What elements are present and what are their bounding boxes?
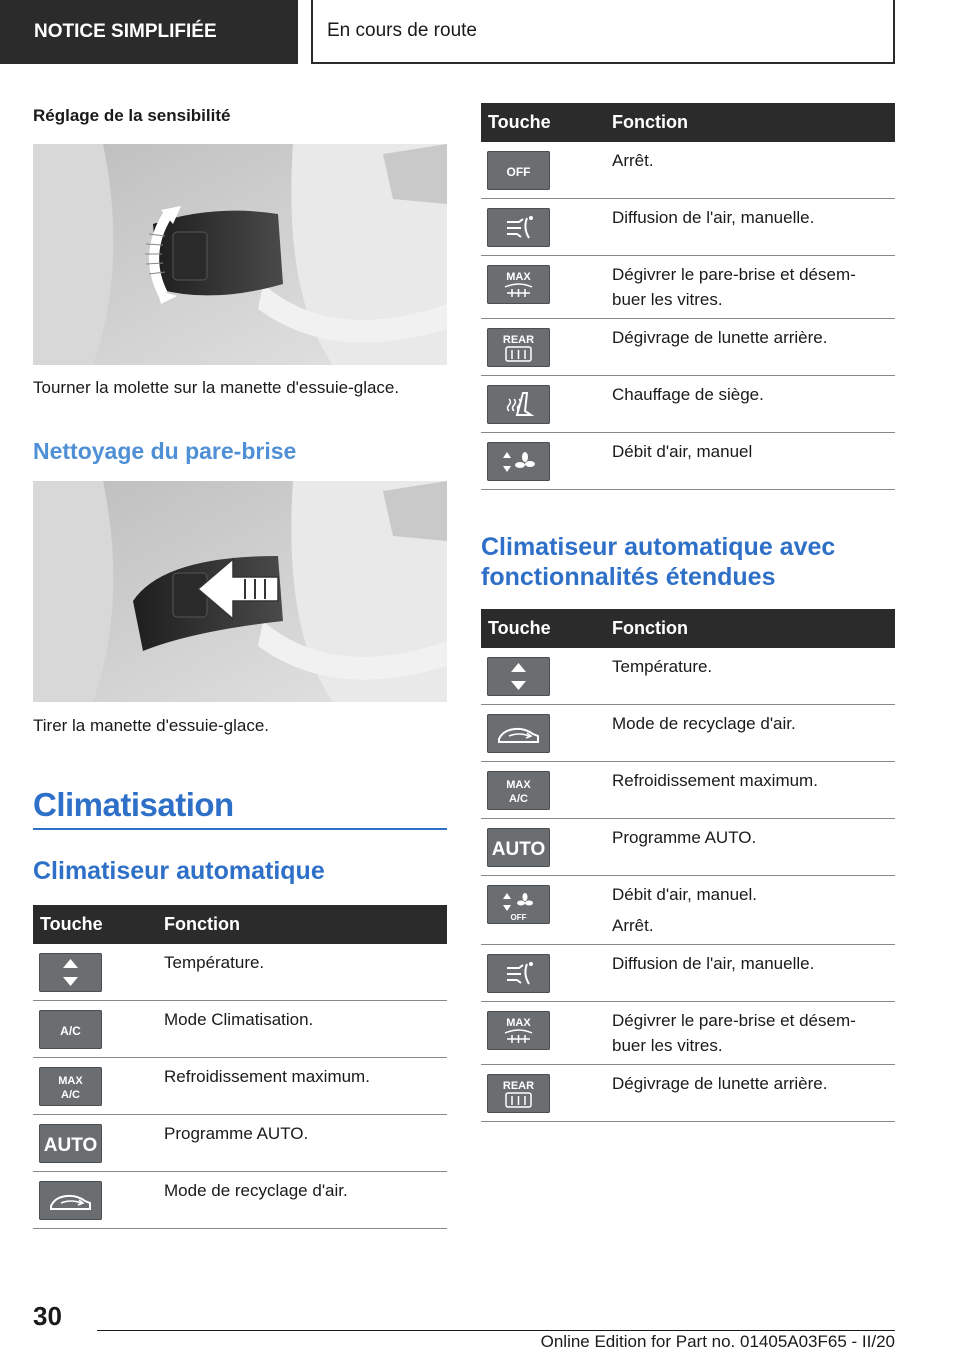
svg-text:A/C: A/C <box>509 793 528 805</box>
rear-defrost-icon <box>487 1074 550 1113</box>
table-row <box>33 944 447 1001</box>
heading-climatisation: Climatisation <box>33 786 447 830</box>
max-ac-icon <box>487 771 550 810</box>
svg-text:OFF: OFF <box>506 165 531 179</box>
key-cell <box>33 1172 156 1229</box>
key-cell <box>481 705 604 762</box>
function-cell <box>604 705 895 762</box>
table-row <box>33 1172 447 1229</box>
key-cell <box>481 433 604 490</box>
col-key: Touche <box>481 609 604 648</box>
section-title: NOTICE SIMPLIFIÉE <box>34 21 217 42</box>
function-cell <box>156 944 447 1001</box>
function-text: Débit d'air, manuel. <box>612 885 757 904</box>
wiper-stalk-rotate-photo <box>33 144 447 365</box>
table-row <box>33 1058 447 1115</box>
function-text: Arrêt. <box>612 151 654 170</box>
svg-text:MAX: MAX <box>506 271 531 283</box>
function-cell <box>604 433 895 490</box>
temperature-icon <box>39 953 102 992</box>
table-header-row <box>481 609 895 648</box>
heading-extended-ac: Climatiseur automatique avec fonctionnalités étendues <box>481 533 836 591</box>
function-text: Refroidissement maximum. <box>164 1067 370 1086</box>
svg-text:MAX: MAX <box>506 1017 531 1029</box>
table-row <box>481 376 895 433</box>
key-cell <box>481 1065 604 1122</box>
max-defrost-icon <box>487 265 550 304</box>
table-row <box>481 876 895 945</box>
svg-text:AUTO: AUTO <box>491 839 546 860</box>
edition-note: Online Edition for Part no. 01405A03F65 - II/20 <box>540 1332 895 1351</box>
key-cell <box>481 819 604 876</box>
function-cell <box>156 1115 447 1172</box>
table-header-row <box>33 905 447 944</box>
key-cell <box>33 1058 156 1115</box>
function-text: Programme AUTO. <box>612 828 757 847</box>
table-row <box>33 1115 447 1172</box>
function-cell <box>156 1058 447 1115</box>
function-cell <box>604 1065 895 1122</box>
max-defrost-icon <box>487 1011 550 1050</box>
key-cell <box>481 319 604 376</box>
air-distribution-icon <box>487 208 550 247</box>
col-key: Touche <box>33 905 156 944</box>
function-text: Dégivrage de lunette arrière. <box>612 328 828 347</box>
key-cell <box>481 876 604 945</box>
caption-rotate: Tourner la molette sur la manette d'essuie-glace. <box>33 378 400 397</box>
key-cell <box>33 944 156 1001</box>
footer-divider <box>97 1330 895 1331</box>
key-cell <box>33 1001 156 1058</box>
col-function: Fonction <box>604 103 895 142</box>
table-row <box>481 819 895 876</box>
ac-icon <box>39 1010 102 1049</box>
function-cell <box>604 319 895 376</box>
function-cell <box>604 256 895 319</box>
function-text: Arrêt. <box>612 916 654 935</box>
function-cell <box>604 142 895 199</box>
key-cell <box>481 762 604 819</box>
table-header-row <box>481 103 895 142</box>
key-cell <box>481 256 604 319</box>
table-row <box>481 945 895 1002</box>
off-icon <box>487 151 550 190</box>
function-text: Chauffage de siège. <box>612 385 764 404</box>
table-row <box>481 705 895 762</box>
auto-icon <box>487 828 550 867</box>
key-cell <box>481 648 604 705</box>
function-text: Température. <box>612 657 713 676</box>
auto-icon <box>39 1124 102 1163</box>
table-row <box>481 1002 895 1065</box>
key-cell <box>33 1115 156 1172</box>
section-tab <box>0 0 298 64</box>
function-cell <box>604 945 895 1002</box>
function-cell <box>604 876 895 945</box>
svg-text:MAX: MAX <box>506 779 531 791</box>
svg-text:REAR: REAR <box>502 334 535 346</box>
function-text: Refroidissement maximum. <box>612 771 818 790</box>
key-cell <box>481 199 604 256</box>
key-cell <box>481 945 604 1002</box>
table-row <box>481 142 895 199</box>
extended-ac-table <box>481 609 895 1122</box>
function-text: Diffusion de l'air, manuelle. <box>612 954 815 973</box>
table-row <box>481 319 895 376</box>
rear-defrost-icon <box>487 328 550 367</box>
function-text: Mode Climatisation. <box>164 1010 314 1029</box>
auto-ac-table <box>33 905 447 1229</box>
function-cell <box>604 648 895 705</box>
function-cell <box>156 1001 447 1058</box>
function-cell <box>604 1002 895 1065</box>
function-text: Dégivrer le pare-brise et désem-buer les vitres. <box>612 265 856 309</box>
page-number: 30 <box>33 1301 62 1331</box>
table-row <box>481 433 895 490</box>
sensitivity-subtitle: Réglage de la sensibilité <box>33 106 231 125</box>
max-ac-icon <box>39 1067 102 1106</box>
function-text: Diffusion de l'air, manuelle. <box>612 208 815 227</box>
table-row <box>481 256 895 319</box>
recirculation-icon <box>487 714 550 753</box>
table-row <box>481 199 895 256</box>
function-text: Programme AUTO. <box>164 1124 309 1143</box>
seat-heating-icon <box>487 385 550 424</box>
auto-ac-table-continued <box>481 103 895 490</box>
table-row <box>481 762 895 819</box>
chapter-tab <box>311 0 895 64</box>
function-text: Débit d'air, manuel <box>612 442 753 461</box>
air-distribution-icon <box>487 954 550 993</box>
function-text: Température. <box>164 953 265 972</box>
temperature-icon <box>487 657 550 696</box>
col-function: Fonction <box>156 905 447 944</box>
table-row <box>33 1001 447 1058</box>
function-cell <box>156 1172 447 1229</box>
recirculation-icon <box>39 1181 102 1220</box>
chapter-title: En cours de route <box>327 20 477 41</box>
function-text: Dégivrer le pare-brise et désem-buer les vitres. <box>612 1011 856 1055</box>
function-text: Dégivrage de lunette arrière. <box>612 1074 828 1093</box>
svg-text:OFF: OFF <box>510 913 527 922</box>
col-key: Touche <box>481 103 604 142</box>
fan-icon <box>487 442 550 481</box>
svg-text:A/C: A/C <box>60 1024 81 1038</box>
svg-text:REAR: REAR <box>502 1080 535 1092</box>
wiper-stalk-pull-photo <box>33 481 447 702</box>
function-text: Mode de recyclage d'air. <box>612 714 796 733</box>
key-cell <box>481 376 604 433</box>
function-cell <box>604 819 895 876</box>
function-cell <box>604 199 895 256</box>
heading-windshield-cleaning: Nettoyage du pare-brise <box>33 438 297 464</box>
key-cell <box>481 142 604 199</box>
function-cell <box>604 762 895 819</box>
svg-text:A/C: A/C <box>61 1089 80 1101</box>
key-cell <box>481 1002 604 1065</box>
fan-off-icon <box>487 885 550 924</box>
function-cell <box>604 376 895 433</box>
caption-pull: Tirer la manette d'essuie-glace. <box>33 716 269 735</box>
table-row <box>481 648 895 705</box>
col-function: Fonction <box>604 609 895 648</box>
heading-auto-ac: Climatiseur automatique <box>33 857 325 885</box>
svg-text:MAX: MAX <box>58 1075 83 1087</box>
function-text: Mode de recyclage d'air. <box>164 1181 348 1200</box>
svg-text:AUTO: AUTO <box>43 1135 98 1156</box>
table-row <box>481 1065 895 1122</box>
